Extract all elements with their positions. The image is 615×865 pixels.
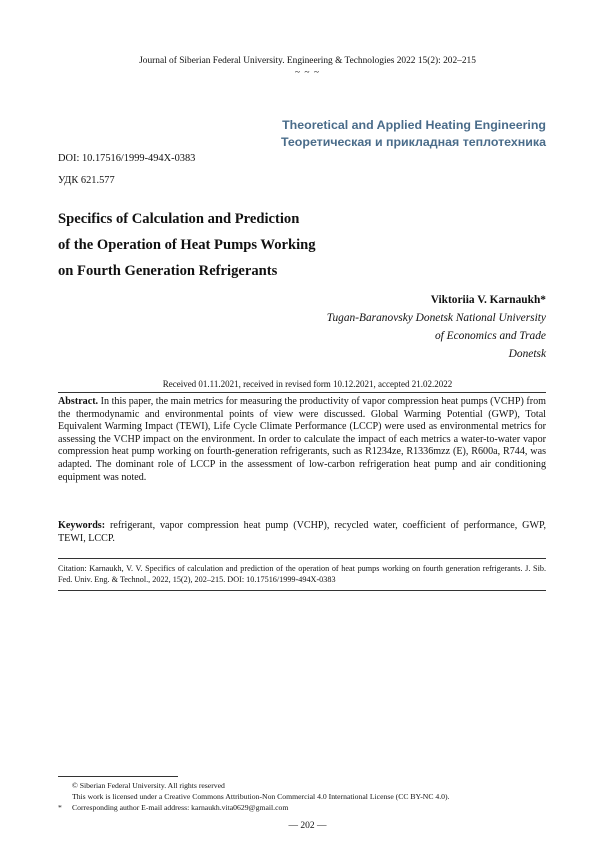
footnote-asterisk: *: [58, 803, 62, 813]
footnote-copyright: [58, 780, 449, 791]
title-line: of the Operation of Heat Pumps Working: [58, 237, 316, 253]
section-title-english: Theoretical and Applied Heating Engineering: [282, 118, 546, 132]
affiliation-line: Donetsk: [508, 348, 546, 360]
keywords: [58, 520, 546, 545]
license-text: This work is licensed under a Creative Commons Attribution-Non Commercial 4.0 International License (CC BY-NC 4.0).: [72, 792, 450, 802]
footnote-corresponding: [58, 802, 449, 813]
journal-header: Journal of Siberian Federal University. Engineering & Technologies 2022 15(2): 202–215: [139, 56, 476, 66]
abstract-text: In this paper, the main metrics for measuring the productivity of vapor compression heat pumps (VCHP) from the thermodynamic and environmental points of view were discussed. Global Warming Potential (GWP), Total Equivalent Warming Impact (TEWI), Life Cycle Climate Performance (LCCP) were used as environmental metrics for assessing the VCHP impact on the environment. In order to calculate the impact of each metrics a water-to-water vapor compression heat pump working on fourth-generation refrigerants, such as R1234ze, R1336mzz (E), R600a, R744, was adapted. The dominant role of LCCP in the assessment of low-carbon refrigeration heat pump and air conditioning equipment was noted.: [58, 396, 546, 483]
affiliation-line: of Economics and Trade: [434, 330, 546, 342]
section-title-russian: Теоретическая и прикладная теплотехника: [280, 135, 546, 149]
keywords-label: Keywords:: [58, 520, 106, 531]
doi: DOI: 10.17516/1999-494X-0383: [58, 153, 196, 164]
copyright-text: © Siberian Federal University. All rights reserved: [72, 781, 225, 790]
title-line: on Fourth Generation Refrigerants: [58, 263, 278, 279]
citation-top-rule: [58, 558, 546, 559]
author-block: [327, 291, 546, 363]
abstract-top-rule: [58, 392, 546, 393]
header-ornament: ~ ~ ~: [294, 68, 321, 78]
footnotes: [58, 780, 449, 814]
page-number: — 202 —: [288, 821, 327, 831]
footnote-rule: [58, 776, 178, 777]
corresponding-text: Corresponding author E-mail address: karnaukh.vita0629@gmail.com: [72, 803, 289, 813]
citation-bottom-rule: [58, 590, 546, 591]
udk-code: УДК 621.577: [58, 175, 115, 186]
abstract-label: Abstract.: [58, 396, 99, 407]
received-dates: Received 01.11.2021, received in revised form 10.12.2021, accepted 21.02.2022: [162, 379, 453, 389]
keywords-text: refrigerant, vapor compression heat pump (VCHP), recycled water, coefficient of performance, GWP, TEWI, LCCP.: [58, 520, 546, 544]
title-line: Specifics of Calculation and Prediction: [58, 211, 300, 227]
citation: Citation: Karnaukh, V. V. Specifics of calculation and prediction of the operation of heat pumps working on fourth generation refrigerants. J. Sib. Fed. Univ. Eng. & Technol., 2022, 15(2), 202–215. DOI: 10.17516/1999-494X-0383: [58, 564, 546, 584]
affiliation-line: Tugan-Baranovsky Donetsk National University: [326, 312, 546, 324]
footnote-license: [58, 791, 449, 802]
abstract: [58, 396, 546, 484]
paper-title: [58, 206, 478, 284]
author-name: Viktoriia V. Karnaukh*: [430, 294, 546, 306]
